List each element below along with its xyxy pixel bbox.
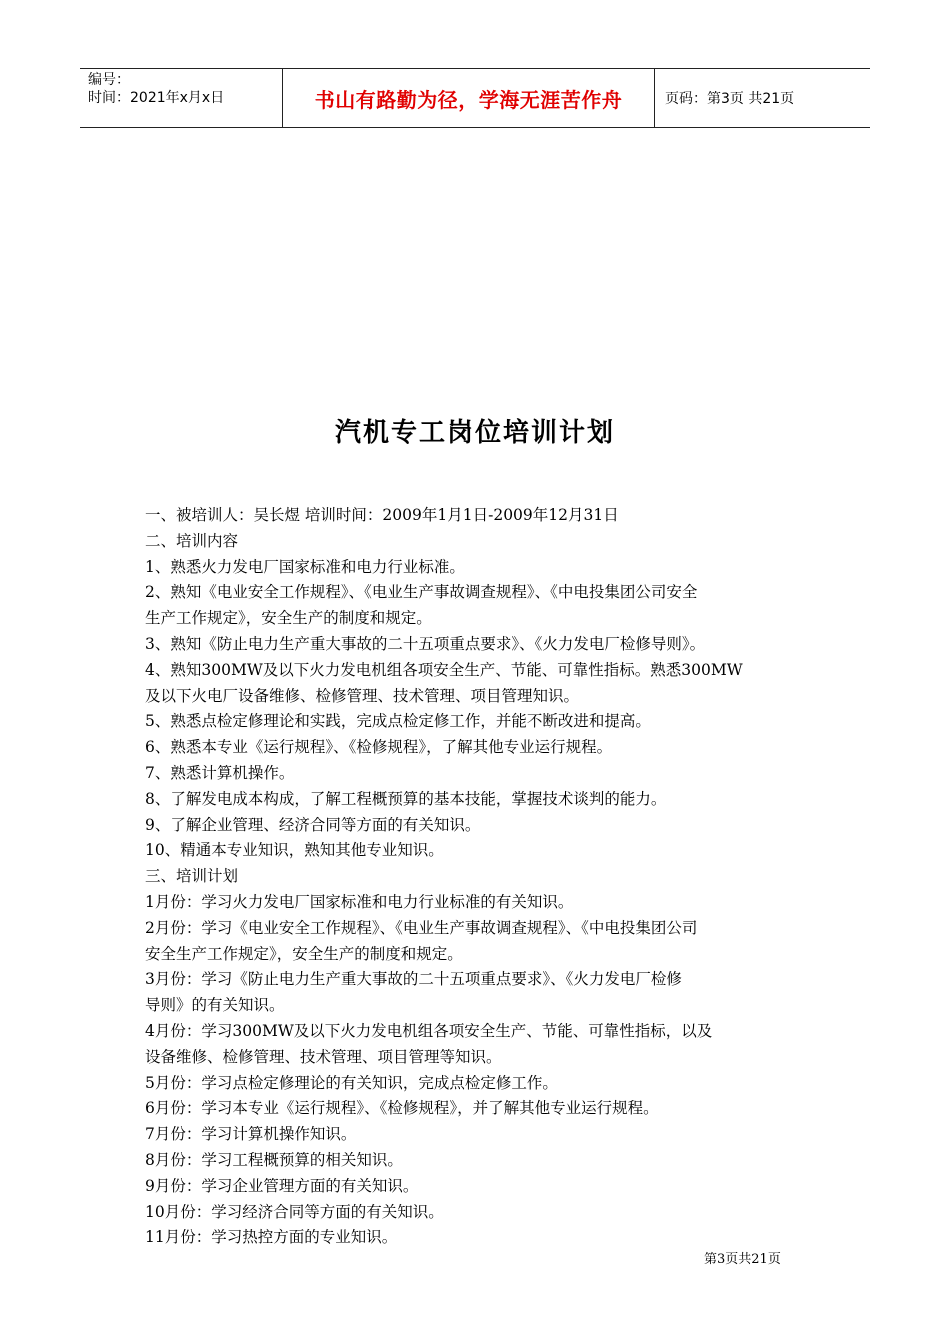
text-line: 二、培训内容 xyxy=(145,531,239,550)
text-line: 11月份：学习热控方面的专业知识。 xyxy=(145,1228,398,1247)
text-line: 2月份：学习《电业安全工作规程》、《电业生产事故调查规程》、《中电投集团公司 xyxy=(145,918,698,937)
text-line: 10月份：学习经济合同等方面的有关知识。 xyxy=(145,1202,444,1221)
text-line: 安全生产工作规定》，安全生产的制度和规定。 xyxy=(145,944,463,963)
text-line: 生产工作规定》，安全生产的制度和规定。 xyxy=(145,609,432,628)
text-line: 三、培训计划 xyxy=(145,867,239,886)
number-label: 编号： xyxy=(88,72,130,88)
text-line: 导则》的有关知识。 xyxy=(145,996,285,1015)
page-header xyxy=(80,68,870,128)
header-motto: 书山有路勤为径，学海无涯苦作舟 xyxy=(282,69,655,127)
text-line: 3、熟知《防止电力生产重大事故的二十五项重点要求》、《火力发电厂检修导则》。 xyxy=(145,634,706,653)
text-line: 设备维修、检修管理、技术管理、项目管理等知识。 xyxy=(145,1047,502,1066)
time-label: 时间：2021年x月x日 xyxy=(88,90,225,106)
text-line: 1、熟悉火力发电厂国家标准和电力行业标准。 xyxy=(145,557,465,576)
text-line: 一、被培训人：吴长煜 培训时间：2009年1月1日-2009年12月31日 xyxy=(145,506,619,524)
header-meta xyxy=(80,69,282,127)
text-line: 6、熟悉本专业《运行规程》、《检修规程》，了解其他专业运行规程。 xyxy=(145,738,613,757)
document-title: 汽机专工岗位培训计划 xyxy=(334,418,615,448)
text-line: 1月份：学习火力发电厂国家标准和电力行业标准的有关知识。 xyxy=(145,892,574,911)
text-line: 5月份：学习点检定修理论的有关知识，完成点检定修工作。 xyxy=(145,1073,558,1092)
text-line: 及以下火电厂设备维修、检修管理、技术管理、项目管理知识。 xyxy=(145,686,580,705)
text-line: 7月份：学习计算机操作知识。 xyxy=(145,1125,357,1144)
text-line: 8月份：学习工程概预算的相关知识。 xyxy=(145,1150,403,1169)
page-footer: 第3页共21页 xyxy=(704,1252,781,1267)
text-line: 2、熟知《电业安全工作规程》、《电业生产事故调查规程》、《中电投集团公司安全 xyxy=(145,583,698,602)
text-line: 5、熟悉点检定修理论和实践，完成点检定修工作，并能不断改进和提高。 xyxy=(145,712,651,731)
text-line: 8、了解发电成本构成，了解工程概预算的基本技能，掌握技术谈判的能力。 xyxy=(145,789,667,808)
text-line: 10、精通本专业知识，熟知其他专业知识。 xyxy=(145,841,444,860)
text-line: 4月份：学习300MW及以下火力发电机组各项安全生产、节能、可靠性指标，以及 xyxy=(145,1021,713,1040)
text-line: 9、了解企业管理、经济合同等方面的有关知识。 xyxy=(145,815,481,834)
text-line: 7、熟悉计算机操作。 xyxy=(145,763,295,782)
header-page-label: 页码：第3页 共21页 xyxy=(665,91,795,107)
text-line: 4、熟知300MW及以下火力发电机组各项安全生产、节能、可靠性指标。熟悉300MW xyxy=(145,660,743,679)
document-body xyxy=(145,503,815,1251)
text-line: 3月份：学习《防止电力生产重大事故的二十五项重点要求》、《火力发电厂检修 xyxy=(145,970,682,989)
text-line: 6月份：学习本专业《运行规程》、《检修规程》，并了解其他专业运行规程。 xyxy=(145,1099,659,1118)
text-line: 9月份：学习企业管理方面的有关知识。 xyxy=(145,1176,419,1195)
